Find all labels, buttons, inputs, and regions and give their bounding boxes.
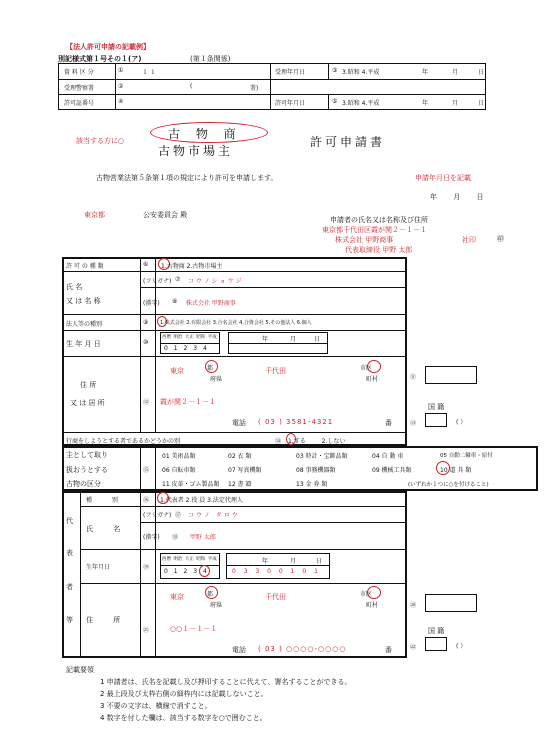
daihyo-tel-label: 電話 [232,646,246,654]
daihyo-era-num-4: 4 [203,568,207,575]
gyosho-no: ⑭ [275,438,282,445]
daihyo-kokuseki-label: 国 籍 [428,627,445,635]
kubun-item-01: 01 美術品類 [162,453,196,460]
daihyo-era-labels [162,556,217,562]
address-chouson: 町村 [366,376,379,383]
daihyo-era-showa: 昭和 [196,557,206,562]
daihyo-era-meiji: 明治 [173,557,183,562]
kubun-label-1: 主として取り [66,451,108,459]
daihyo-furigana-no: ⑰ [175,512,182,519]
note-3: 3 不要の文字は、横線で消すこと。 [100,702,212,710]
daihyo-side-3: 者 [66,583,73,591]
daihyo-era-heisei: 平成 [207,557,217,562]
kubun-item-08: 08 事務機器類 [296,467,336,474]
daihyo-furigana-value: コウノ タロウ [188,512,240,519]
seal-mark: ㊞ [497,235,504,243]
daihyo-address-pref: 東京 [170,593,184,601]
daihyo-tel-value: ( 03 ) ○○○○-○○○○ [258,645,347,653]
daihyo-era-num-0: 0 [164,568,168,575]
kubun-item-07: 07 写真機類 [228,467,262,474]
kyoka-nen: 年 [422,100,429,107]
kubun-item-11: 11 皮革・ゴム製品類 [162,481,220,488]
daihyo-shubetsu-options: 1.代表者 2.役 員 3.法定代理人 [160,497,243,504]
kyoka-bango-no: ④ [118,98,124,105]
daihyo-side-4: 等 [66,616,73,624]
daihyo-era-num-3: 3 [193,568,198,575]
daihyo-seinengappi-label: 生年月日 [86,564,111,571]
applicant-label: 申請者の氏名又は名称及び住所 [330,216,428,224]
era-num-3: 3 [193,345,198,352]
address-value: 霞が関２－１－１ [160,398,216,406]
daihyo-jusho-label: 住 所 [86,616,121,624]
era-label-taisho: 大正 [184,335,194,340]
juri-date-label: 受理年月日 [275,69,306,76]
note-1: 1 申請者は、氏名を記載し及び押印することに代えて、署名することができる。 [100,678,352,686]
daihyo-side-1: 代 [66,517,73,525]
note-2: 2 最上段及び太枠右側の細枠内には記載しないこと。 [100,690,268,698]
kubun-no: ⑮ [143,467,150,474]
kyosho-label: 又 は 居 所 [70,399,105,407]
notes-title: 記載要領 [66,666,94,674]
kubun-item-03: 03 時計・宝飾品類 [296,453,348,460]
address-city: 千代田 [265,367,286,375]
document-title: 許可申請書 [310,135,386,149]
juri-nen: 年 [422,69,429,76]
daihyo-address-ku: 市区 [360,591,373,598]
birth-tsuki: 月 [290,336,297,343]
daihyo-address-value: ○○１－１－１ [170,625,218,633]
shiryo-kubun-no: ① [118,67,124,74]
daihyo-kanji-label: (漢字) [143,534,160,541]
daihyo-seinen-no: ⑲ [143,564,150,571]
daihyo-shubetsu-label: 種 別 [86,497,118,504]
address-no: ⑫ [143,399,150,406]
era-num-0: 0 [164,345,168,352]
shiryo-kubun-label: 資 料 区 分 [64,69,94,76]
authority-pref: 東京都 [84,211,105,219]
authority-rest: 公安委員会 殿 [143,211,188,219]
era-num-2: 2 [183,345,188,352]
date-note: 申請年月日を記載 [415,174,471,182]
hojin-options: 1.株式会社 2.有限会社 3.合名会社 4.合資会社 5.その他法人 6.個人 [160,320,312,326]
tel-value: ( 03 ) 3581-4321 [258,418,334,426]
kyoka-date-no: ⑤ [332,98,338,105]
note-4: 4 数字を付した欄は、該当する数字を○で囲むこと。 [100,714,267,722]
kyoka-tsuki: 月 [452,100,459,107]
daihyo-shimei-label: 氏 名 [86,525,121,533]
form-reference: (第１条関係) [190,55,231,63]
form-name: 別記様式第１号その１(ア) [58,55,142,63]
form-example-title: 【法人許可申請の記載例】 [66,43,150,51]
era-label-seireki: 西暦 [162,335,171,340]
kubun-note: (いずれか１つに○を付けること) [408,482,489,488]
address-dofuken: 府県 [210,376,223,383]
daihyo-era-taisho: 大正 [184,557,194,562]
daihyo-era-num-1: 1 [173,568,178,575]
kyoka-bango-label: 許可証番号 [64,100,95,107]
field-11-no: ⑪ [410,374,417,381]
field-22-paren: ( ） [456,643,467,650]
juri-tsuki: 月 [452,69,459,76]
daihyo-furigana-label: (フリガナ) [143,512,172,519]
meisho-label: 又 は 名 称 [66,297,101,305]
kanji-no: ⑧ [172,298,178,305]
field-13-box [425,413,447,427]
kyoka-era: 3.昭和 4.平成 [342,100,380,107]
kubun-label-3: 古物の区分 [66,480,101,488]
applicant-company-seal: 社印 [462,236,476,244]
hojin-no: ⑨ [143,319,149,326]
daihyo-address-chouson: 町村 [366,602,379,609]
uketsuke-keisatsusho-no: ② [118,83,124,90]
juri-era: 3.昭和 4.平成 [342,69,380,76]
kyoka-shurui-options: 1.古物商 2.古物市場主 [161,263,223,270]
daihyo-tel-ban: 番 [385,646,392,654]
select-note: 該当する方に○ [76,137,125,145]
daihyo-address-no: ㉑ [143,627,150,634]
era-num-4: 4 [203,345,207,352]
daihyo-address-city: 千代田 [265,593,286,601]
shiryo-kubun-value: １ １ [142,69,156,76]
kubun-item-10: 10 道 具 類 [440,467,472,474]
furigana-label: (フリガナ) [143,278,172,285]
kubun-item-02: 02 衣 類 [228,453,252,460]
daihyo-birth-hi: 日 [316,558,323,565]
shimei-label: 氏 名 [66,283,83,291]
birth-nen: 年 [262,336,269,343]
field-20-box [425,594,477,612]
gyosho-options: 1.する 2.しない [288,438,346,445]
seinengappi-label: 生 年 月 日 [66,340,101,348]
juri-date-no: ③ [332,67,338,74]
kyoka-shurui-label: 許 可 の 種 類 [66,263,104,270]
kubun-item-05: 05 自動二輪車・原付 [440,453,493,459]
daihyo-birth-tsuki: 月 [290,558,297,565]
option-ichibanushi: 古物市場主 [158,144,234,158]
kokuseki-label: 国 籍 [428,403,445,411]
daihyo-era-seireki: 西暦 [162,557,171,562]
applicant-representative: 代表取締役 甲野 太郎 [345,246,413,254]
furigana-no: ⑦ [175,276,181,283]
era-num-1: 1 [173,345,178,352]
address-ku: 市区 [360,365,373,372]
juri-hi: 日 [478,69,485,76]
uketsuke-keisatsusho-label: 受理警察署 [64,85,95,92]
daihyo-birth-value: 0 3 3 0 0 1 0 1 [232,568,321,575]
daihyo-address-dofuken: 府県 [210,602,223,609]
era-numbers [164,345,207,352]
daihyo-kanji-no: ⑱ [172,534,179,541]
kyoka-hi: 日 [478,100,485,107]
era-label-heisei: 平成 [207,335,217,340]
birth-hi: 日 [314,336,321,343]
daihyo-birth-nen: 年 [262,558,269,565]
daihyo-address-to: 都 [207,591,214,598]
address-pref: 東京 [170,367,184,375]
kanji-label: (漢字) [143,300,160,307]
seinengappi-no: ⑩ [143,339,149,346]
daihyo-era-num-2: 2 [183,568,188,575]
kanji-value: 株式会社 甲野商事 [186,300,236,307]
application-date: 年 月 日 [430,193,484,201]
sho-label: 署) [250,85,259,92]
furigana-value: コウノショウジ [188,278,244,285]
applicant-company: 株式会社 甲野商事 [335,236,394,244]
tel-ban: 番 [385,419,392,427]
field-20-no: ⑳ [410,602,417,609]
kyoka-shurui-no: ⑥ [143,261,149,268]
gyosho-label: 行商をしようとする者であるかどうかの別 [66,438,181,445]
kubun-item-09: 09 機械工具類 [372,467,412,474]
kubun-item-04: 04 自 動 車 [372,453,404,460]
daihyo-era-circle [199,565,210,577]
hojin-shubetsu-label: 法人等の種別 [66,321,103,328]
field-13-no: ⑬ [410,420,417,427]
era-label-meiji: 明治 [173,335,183,340]
applicant-address: 東京都千代田区霞が関２－１－１ [322,226,427,234]
kyoka-date-label: 許可年月日 [275,100,306,107]
kubun-label-2: 扱おうとする [66,466,108,474]
kubun-item-06: 06 自転車類 [162,467,196,474]
field-22-no: ㉒ [410,644,417,651]
daihyo-side-2: 表 [66,549,73,557]
field-11-box [425,366,477,384]
field-22-box [425,637,447,651]
field-13-paren: ( ） [456,419,467,426]
address-to: 都 [207,365,214,372]
jusho-label: 住 所 [80,381,97,389]
option-kobutsusho: 古 物 商 [168,127,242,141]
tel-label: 電話 [232,419,246,427]
era-labels [162,334,217,340]
era-label-showa: 昭和 [196,335,206,340]
statement: 古物営業法第５条第１項の規定により許可を申請します。 [96,174,278,182]
daihyo-shubetsu-no: ⑯ [143,497,150,504]
kubun-item-13: 13 金 券 類 [296,481,328,488]
kubun-item-12: 12 書 籍 [228,481,252,488]
daihyo-kanji-value: 甲野 太郎 [190,534,216,541]
